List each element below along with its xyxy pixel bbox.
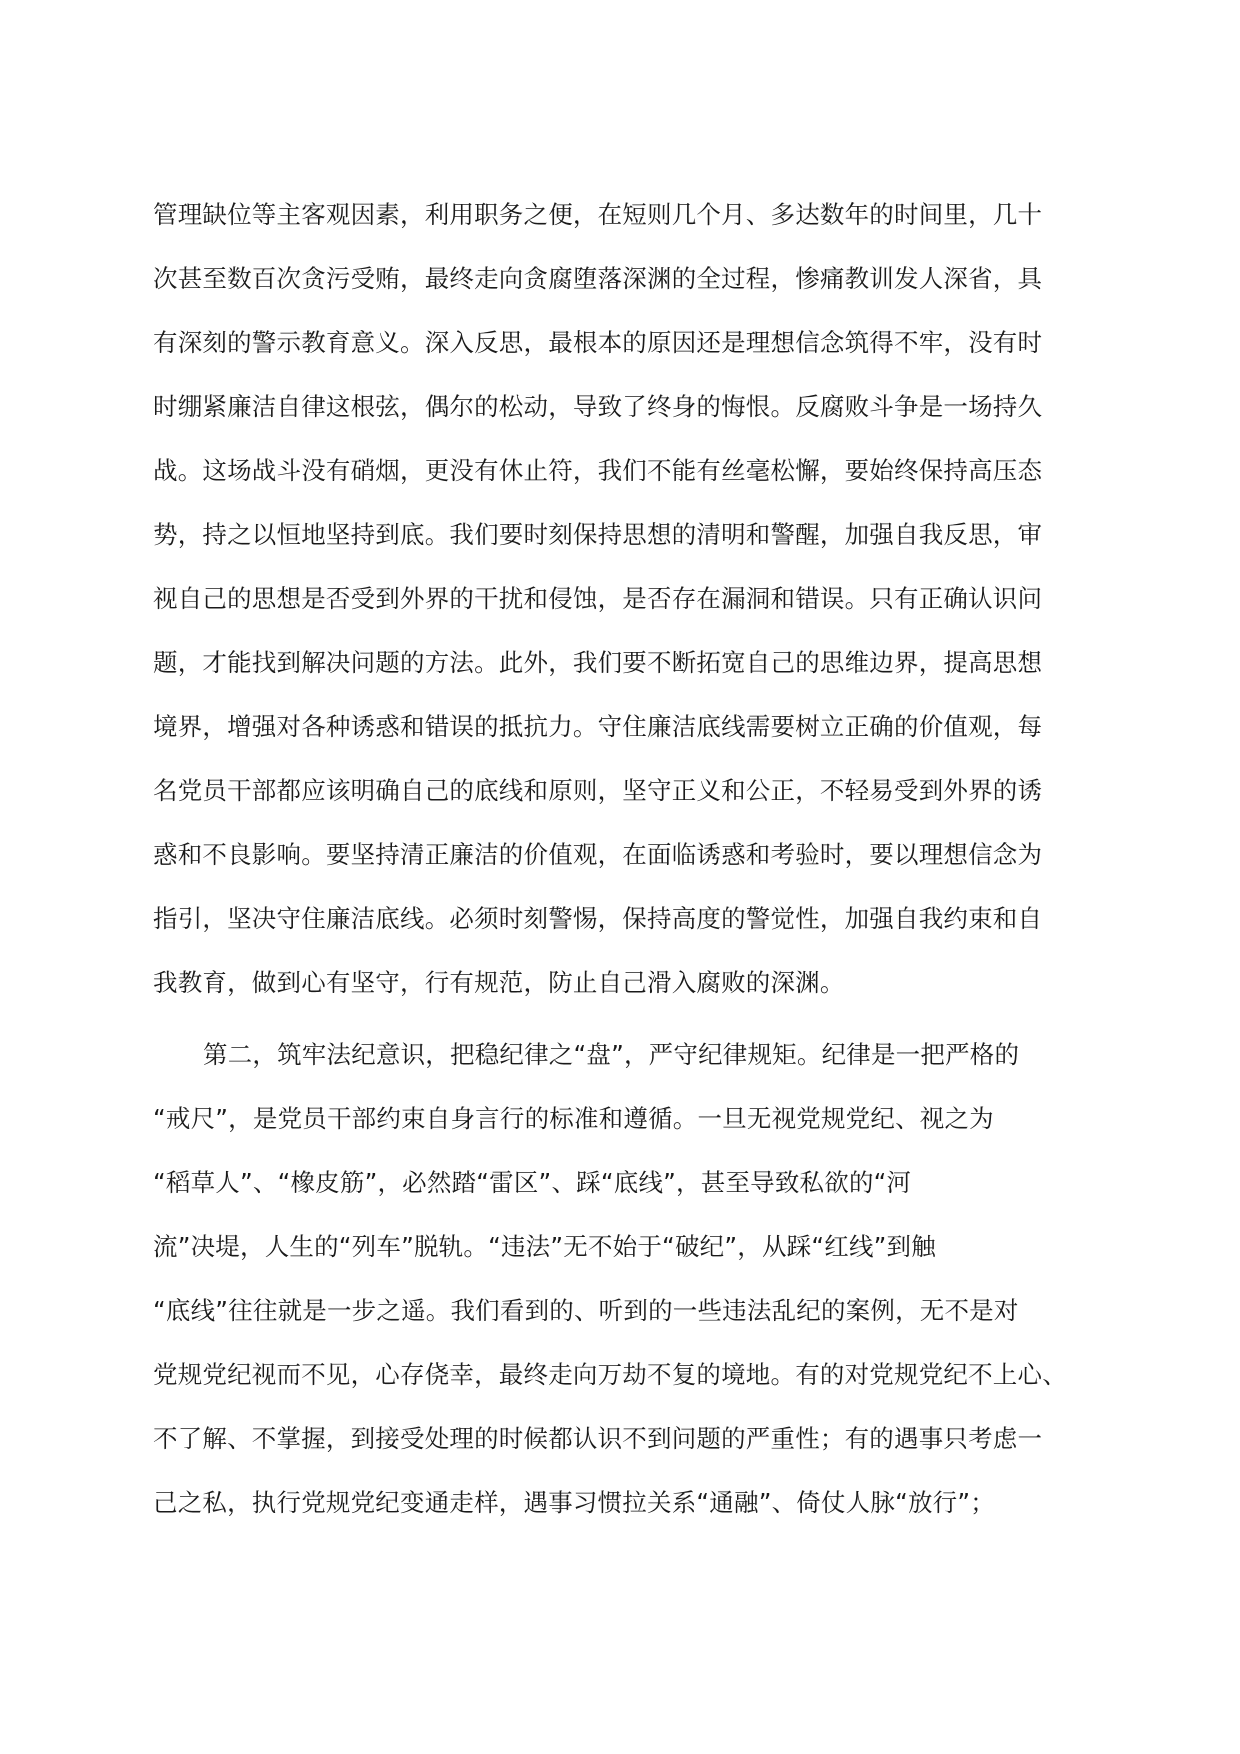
text-line: 次甚至数百次贪污受贿，最终走向贪腐堕落深渊的全过程，惨痛教训发人深省，具 — [153, 264, 1043, 293]
text-line: 视自己的思想是否受到外界的干扰和侵蚀，是否存在漏洞和错误。只有正确认识问 — [153, 584, 1043, 613]
text-line: 题，才能找到解决问题的方法。此外，我们要不断拓宽自己的思维边界，提高思想 — [153, 648, 1043, 677]
text-line: 己之私，执行党规党纪变通走样，遇事习惯拉关系“通融”、倚仗人脉“放行”； — [153, 1488, 995, 1517]
text-line: “戒尺”，是党员干部约束自身言行的标准和遵循。一旦无视党规党纪、视之为 — [153, 1104, 994, 1133]
text-line: 惑和不良影响。要坚持清正廉洁的价值观，在面临诱惑和考验时，要以理想信念为 — [153, 840, 1043, 869]
text-line: 不了解、不掌握，到接受处理的时候都认识不到问题的严重性；有的遇事只考虑一 — [153, 1424, 1043, 1453]
text-line: 第二，筑牢法纪意识，把稳纪律之“盘”，严守纪律规矩。纪律是一把严格的 — [203, 1040, 1020, 1069]
text-line: “底线”往往就是一步之遥。我们看到的、听到的一些违法乱纪的案例，无不是对 — [153, 1296, 1019, 1325]
text-line: 我教育，做到心有坚守，行有规范，防止自己滑入腐败的深渊。 — [153, 968, 845, 997]
text-line: 党规党纪视而不见，心存侥幸，最终走向万劫不复的境地。有的对党规党纪不上心、 — [153, 1360, 1067, 1389]
text-line: 时绷紧廉洁自律这根弦，偶尔的松动，导致了终身的悔恨。反腐败斗争是一场持久 — [153, 392, 1043, 421]
text-line: 流”决堤，人生的“列车”脱轨。“违法”无不始于“破纪”，从踩“红线”到触 — [153, 1232, 936, 1261]
text-line: 境界，增强对各种诱惑和错误的抵抗力。守住廉洁底线需要树立正确的价值观，每 — [153, 712, 1043, 741]
text-line: 管理缺位等主客观因素，利用职务之便，在短则几个月、多达数年的时间里，几十 — [153, 200, 1043, 229]
text-line: 有深刻的警示教育意义。深入反思，最根本的原因还是理想信念筑得不牢，没有时 — [153, 328, 1043, 357]
text-line: 指引，坚决守住廉洁底线。必须时刻警惕，保持高度的警觉性，加强自我约束和自 — [153, 904, 1043, 933]
text-line: 名党员干部都应该明确自己的底线和原则，坚守正义和公正，不轻易受到外界的诱 — [153, 776, 1043, 805]
text-line: 势，持之以恒地坚持到底。我们要时刻保持思想的清明和警醒，加强自我反思，审 — [153, 520, 1043, 549]
text-line: 战。这场战斗没有硝烟，更没有休止符，我们不能有丝毫松懈，要始终保持高压态 — [153, 456, 1043, 485]
text-line: “稻草人”、“橡皮筋”，必然踏“雷区”、踩“底线”，甚至导致私欲的“河 — [153, 1168, 912, 1197]
